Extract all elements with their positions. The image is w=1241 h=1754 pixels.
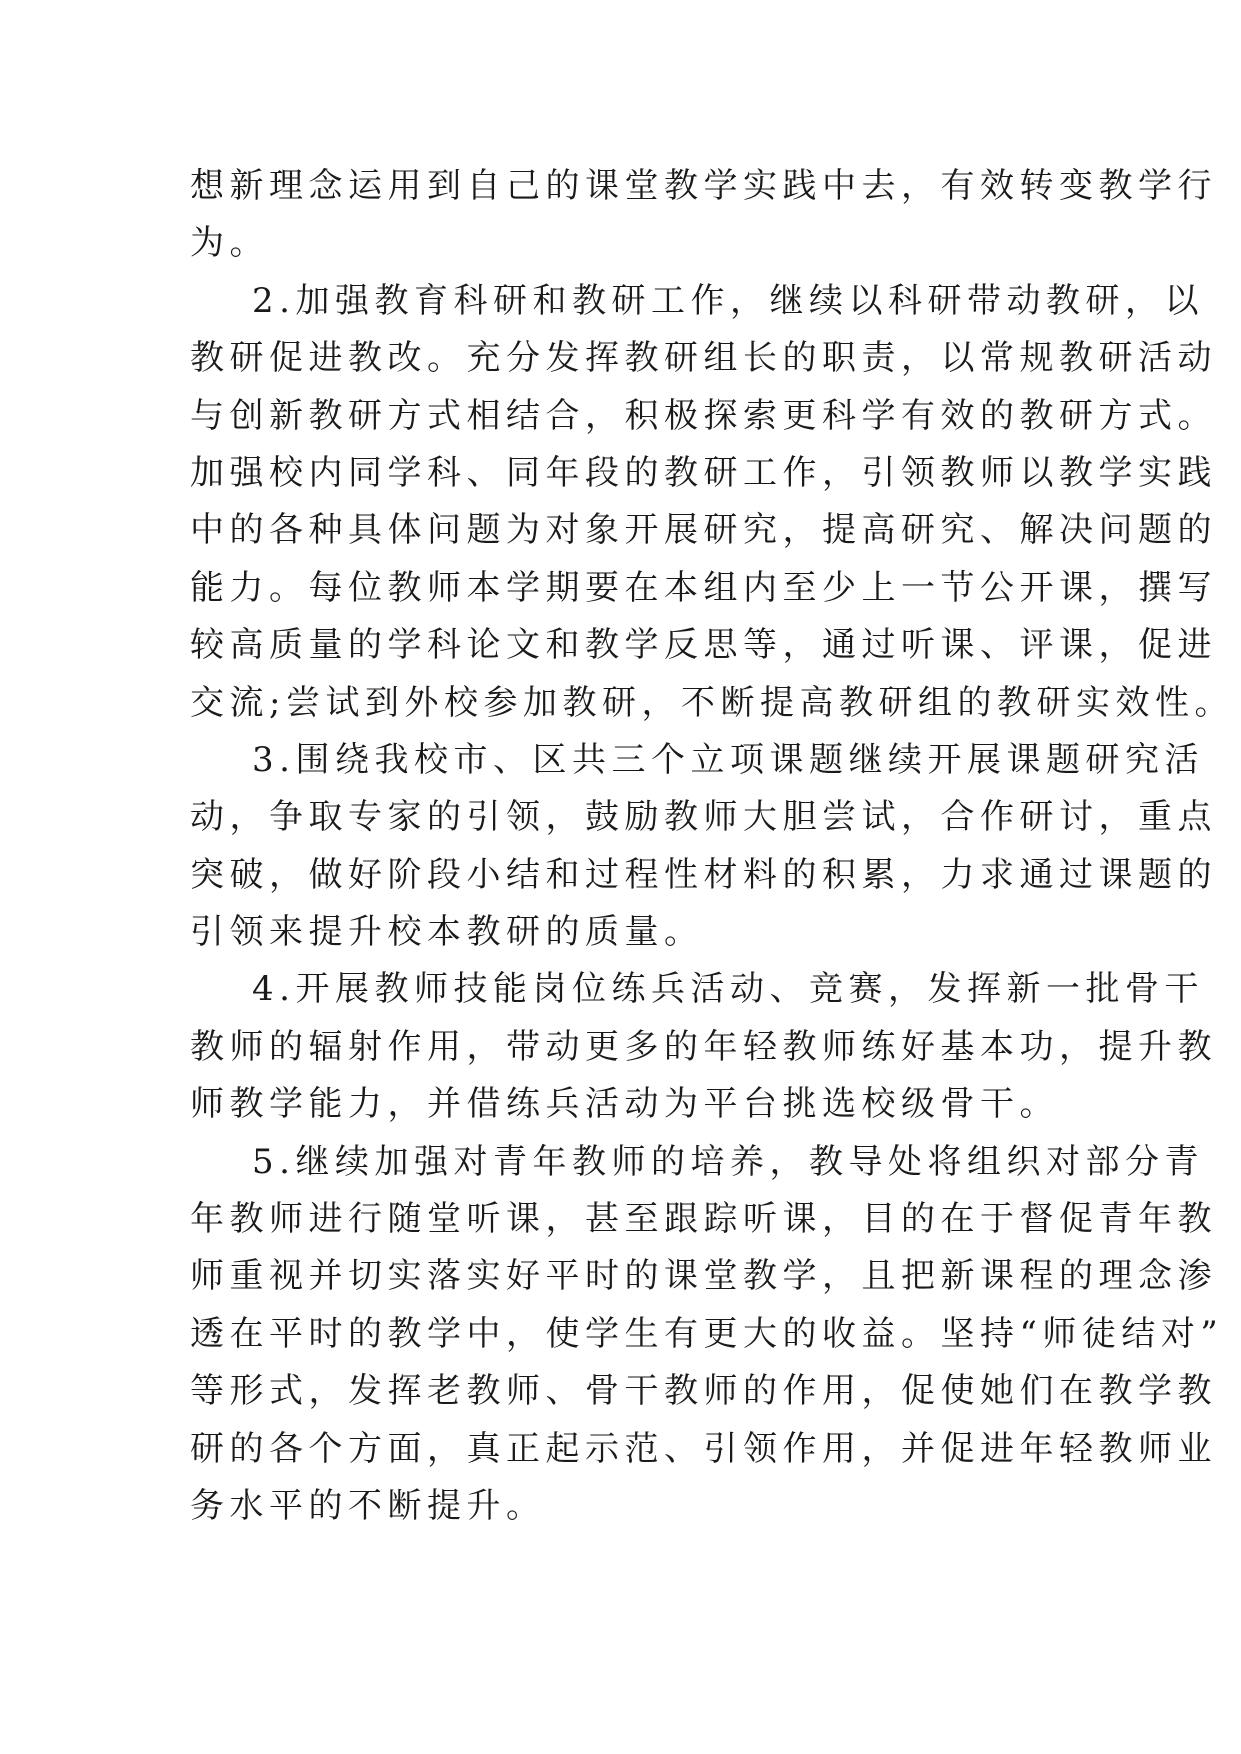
text-line: 为。 xyxy=(190,223,269,264)
text-line: 想新理念运用到自己的课堂教学实践中去，有效转变教学行 xyxy=(190,166,1217,206)
text-line: 教研促进教改。充分发挥教研组长的职责，以常规教研活动 xyxy=(190,338,1217,379)
text-line: 5.继续加强对青年教师的培养，教导处将组织对部分青 xyxy=(252,1141,1204,1182)
text-line: 较高质量的学科论文和教学反思等，通过听课、评课，促进 xyxy=(190,625,1217,666)
document-body xyxy=(190,158,1234,1535)
text-line: 3.围绕我校市、区共三个立项课题继续开展课题研究活 xyxy=(252,739,1204,780)
text-line: 教师的辐射作用，带动更多的年轻教师练好基本功，提升教 xyxy=(190,1026,1217,1067)
text-line: 透在平时的教学中，使学生有更大的收益。坚持“师徒结对” xyxy=(190,1313,1224,1354)
text-line: 中的各种具体问题为对象开展研究，提高研究、解决问题的 xyxy=(190,510,1217,551)
text-line: 能力。每位教师本学期要在本组内至少上一节公开课，撰写 xyxy=(190,567,1217,608)
text-line: 引领来提升校本教研的质量。 xyxy=(190,912,704,953)
text-line: 年教师进行随堂听课，甚至跟踪听课，目的在于督促青年教 xyxy=(190,1199,1217,1240)
text-line: 2.加强教育科研和教研工作，继续以科研带动教研，以 xyxy=(252,280,1204,321)
text-line: 突破，做好阶段小结和过程性材料的积累，力求通过课题的 xyxy=(190,854,1217,895)
text-line: 加强校内同学科、同年段的教研工作，引领教师以教学实践 xyxy=(190,452,1217,493)
text-line: 务水平的不断提升。 xyxy=(190,1485,546,1526)
text-line: 与创新教研方式相结合，积极探索更科学有效的教研方式。 xyxy=(190,395,1217,436)
text-line: 研的各个方面，真正起示范、引领作用，并促进年轻教师业 xyxy=(190,1428,1217,1469)
text-line: 交流;尝试到外校参加教研，不断提高教研组的教研实效性。 xyxy=(190,682,1234,723)
text-line: 师教学能力，并借练兵活动为平台挑选校级骨干。 xyxy=(190,1084,1059,1125)
text-line: 等形式，发挥老教师、骨干教师的作用，促使她们在教学教 xyxy=(190,1371,1217,1412)
text-line: 4.开展教师技能岗位练兵活动、竞赛，发挥新一批骨干 xyxy=(252,969,1204,1010)
text-line: 动，争取专家的引领，鼓励教师大胆尝试，合作研讨，重点 xyxy=(190,797,1217,838)
text-line: 师重视并切实落实好平时的课堂教学，且把新课程的理念渗 xyxy=(190,1256,1217,1297)
